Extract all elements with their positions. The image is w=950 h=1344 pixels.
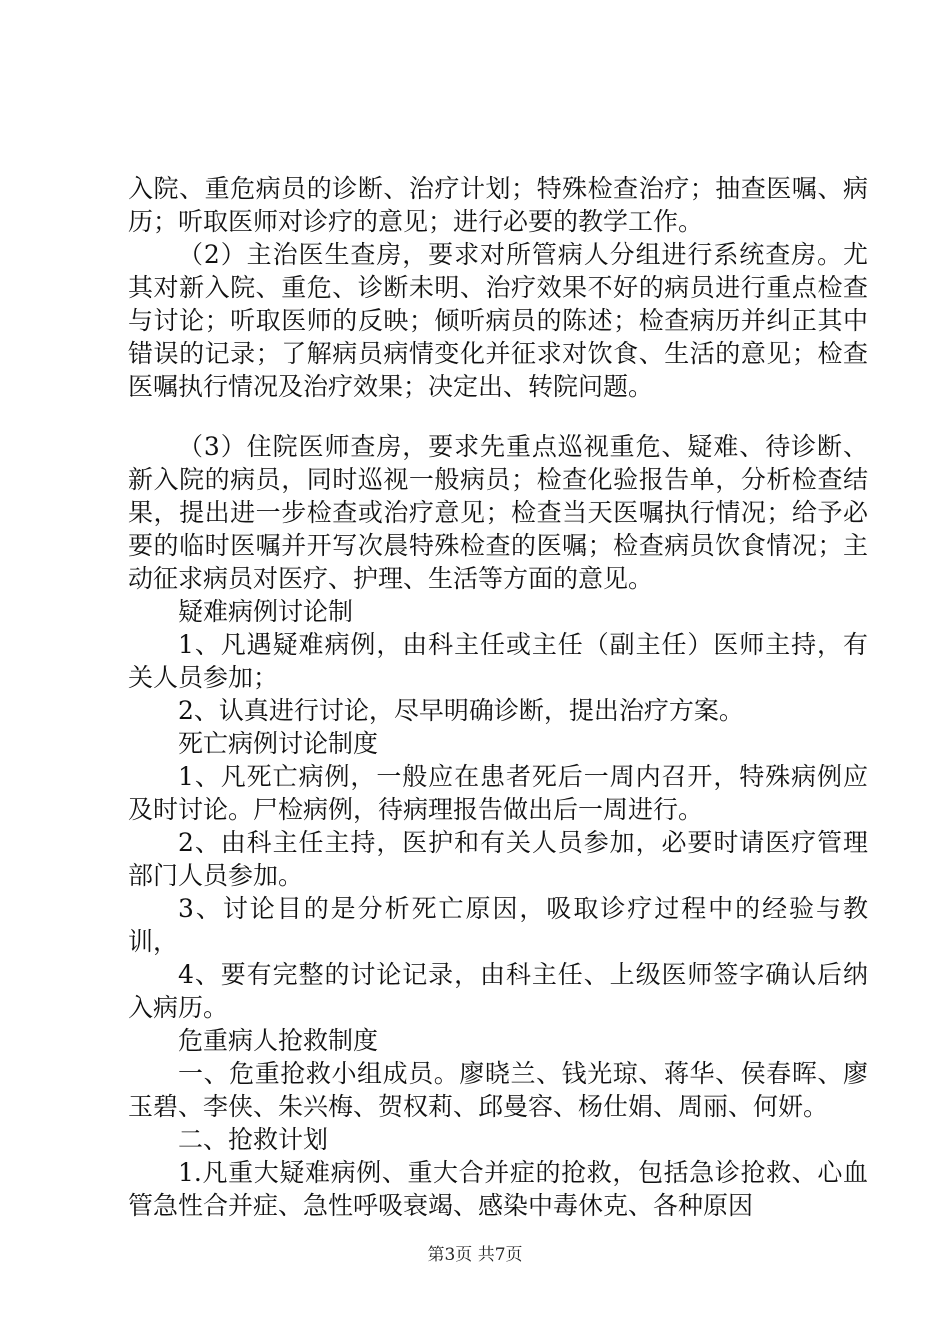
paragraph-attending-rounds: （2）主治医生查房，要求对所管病人分组进行系统查房。尤其对新入院、重危、诊断未明、治疗效果不好的病员进行重点检查与讨论；听取医师的反映；倾听病员的陈述；检查病历并纠正其中错误的记录；了解病员病情变化并征求对饮食、生活的意见；检查医嘱执行情况及治疗效果；决定出、转院问题。 (128, 240, 868, 401)
paragraph-resident-rounds: （3）住院医师查房，要求先重点巡视重危、疑难、待诊断、新入院的病员，同时巡视一般病员；检查化验报告单，分析检查结果，提出进一步检查或治疗意见；检查当天医嘱执行情况；给予必要的临时医嘱并开写次晨特殊检查的医嘱；检查病员饮食情况；主动征求病员对医疗、护理、生活等方面的意见。 (128, 432, 868, 593)
paragraph-difficult-case-item-2: 2、认真进行讨论，尽早明确诊断，提出治疗方案。 (178, 696, 744, 725)
paragraph-difficult-case-item-1: 1、凡遇疑难病例，由科主任或主任（副主任）医师主持，有关人员参加； (128, 630, 868, 692)
paragraph-gap (128, 403, 868, 430)
paragraph-death-case-item-3: 3、讨论目的是分析死亡原因，吸取诊疗过程中的经验与教训， (128, 894, 868, 956)
heading-difficult-case-discussion: 疑难病例讨论制 (178, 597, 354, 626)
paragraph-death-case-item-4: 4、要有完整的讨论记录，由科主任、上级医师签字确认后纳入病历。 (128, 960, 868, 1022)
paragraph-death-case-item-1: 1、凡死亡病例，一般应在患者死后一周内召开，特殊病例应及时讨论。尸检病例，待病理报告做出后一周进行。 (128, 762, 868, 824)
heading-rescue-plan: 二、抢救计划 (178, 1125, 329, 1154)
paragraph-ward-rounds-duties: 入院、重危病员的诊断、治疗计划；特殊检查治疗；抽查医嘱、病历；听取医师对诊疗的意见；进行必要的教学工作。 (128, 174, 868, 236)
paragraph-death-case-item-2: 2、由科主任主持，医护和有关人员参加，必要时请医疗管理部门人员参加。 (128, 828, 868, 890)
paragraph-rescue-plan-item-1: 1.凡重大疑难病例、重大合并症的抢救，包括急诊抢救、心血管急性合并症、急性呼吸衰竭、感染中毒休克、各种原因 (128, 1158, 868, 1220)
document-body (128, 172, 868, 1222)
heading-critical-rescue-system: 危重病人抢救制度 (178, 1026, 379, 1055)
paragraph-rescue-team-members: 一、危重抢救小组成员。廖晓兰、钱光琼、蒋华、侯春晖、廖玉碧、李侠、朱兴梅、贺权莉、邱曼容、杨仕娟、周丽、何妍。 (128, 1059, 868, 1121)
page-number-footer: 第3页 共7页 (427, 1245, 523, 1265)
heading-death-case-discussion: 死亡病例讨论制度 (178, 729, 379, 758)
